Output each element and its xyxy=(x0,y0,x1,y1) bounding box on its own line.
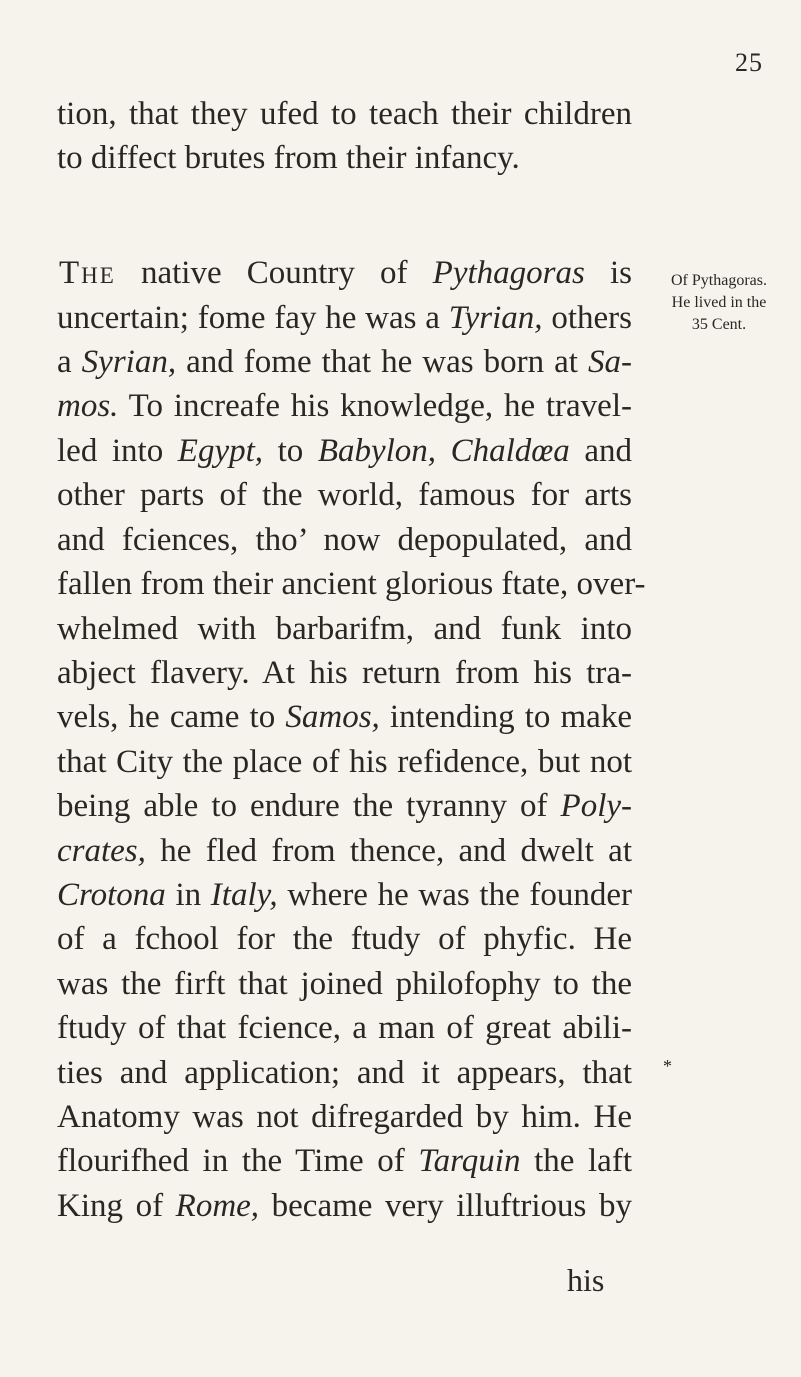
margin-note-line-1: Of Pythagoras. xyxy=(671,272,767,289)
margin-note-line-3: 35 Cent. xyxy=(691,316,747,333)
text-line-24: King of Rome, became very illuftrious by xyxy=(57,1188,632,1224)
text-line-21: ties and application; and it appears, that xyxy=(57,1055,632,1091)
margin-note-line-2: He lived in the xyxy=(671,294,767,311)
text-line-3: The native Country of Pythagoras is xyxy=(59,255,632,291)
text-line-13: vels, he came to Samos, intending to make xyxy=(57,699,632,735)
margin-note xyxy=(644,270,794,336)
text-line-10: fallen from their ancient glorious ftate, over- xyxy=(57,566,646,602)
text-line-9: and fciences, tho’ now depopulated, and xyxy=(57,522,632,558)
text-line-16: crates, he fled from thence, and dwelt at xyxy=(57,833,632,869)
text-line-22: Anatomy was not difregarded by him. He xyxy=(57,1099,632,1135)
text-line-2: to diffect brutes from their infancy. xyxy=(57,140,520,176)
text-line-11: whelmed with barbarifm, and funk into xyxy=(57,611,632,647)
name-pythagoras: Pythagoras xyxy=(432,255,585,291)
page-number: 25 xyxy=(735,48,763,77)
catchword: his xyxy=(567,1262,605,1298)
section-opening-word: The xyxy=(59,255,116,291)
text-line-15: being able to endure the tyranny of Poly- xyxy=(57,788,632,824)
text-line-12: abject flavery. At his return from his tra- xyxy=(57,655,632,691)
text-line-6: mos. To increafe his knowledge, he travel- xyxy=(57,388,632,424)
text-line-23: flourifhed in the Time of Tarquin the laft xyxy=(57,1143,632,1179)
text-line-14: that City the place of his refidence, but not xyxy=(57,744,632,780)
text-line-8: other parts of the world, famous for arts xyxy=(57,477,632,513)
text-line-20: ftudy of that fcience, a man of great abili- xyxy=(57,1010,632,1046)
margin-asterisk: * xyxy=(663,1056,672,1076)
text-line-5: a Syrian, and fome that he was born at Sa- xyxy=(57,344,632,380)
text-line-1: tion, that they ufed to teach their children xyxy=(57,96,632,132)
text-line-17: Crotona in Italy, where he was the founder xyxy=(57,877,632,913)
text-line-4: uncertain; fome fay he was a Tyrian, others xyxy=(57,300,632,336)
text-line-19: was the firft that joined philofophy to the xyxy=(57,966,632,1002)
text-line-18: of a fchool for the ftudy of phyfic. He xyxy=(57,921,632,957)
text-line-7: led into Egypt, to Babylon, Chaldœa and xyxy=(57,433,633,469)
